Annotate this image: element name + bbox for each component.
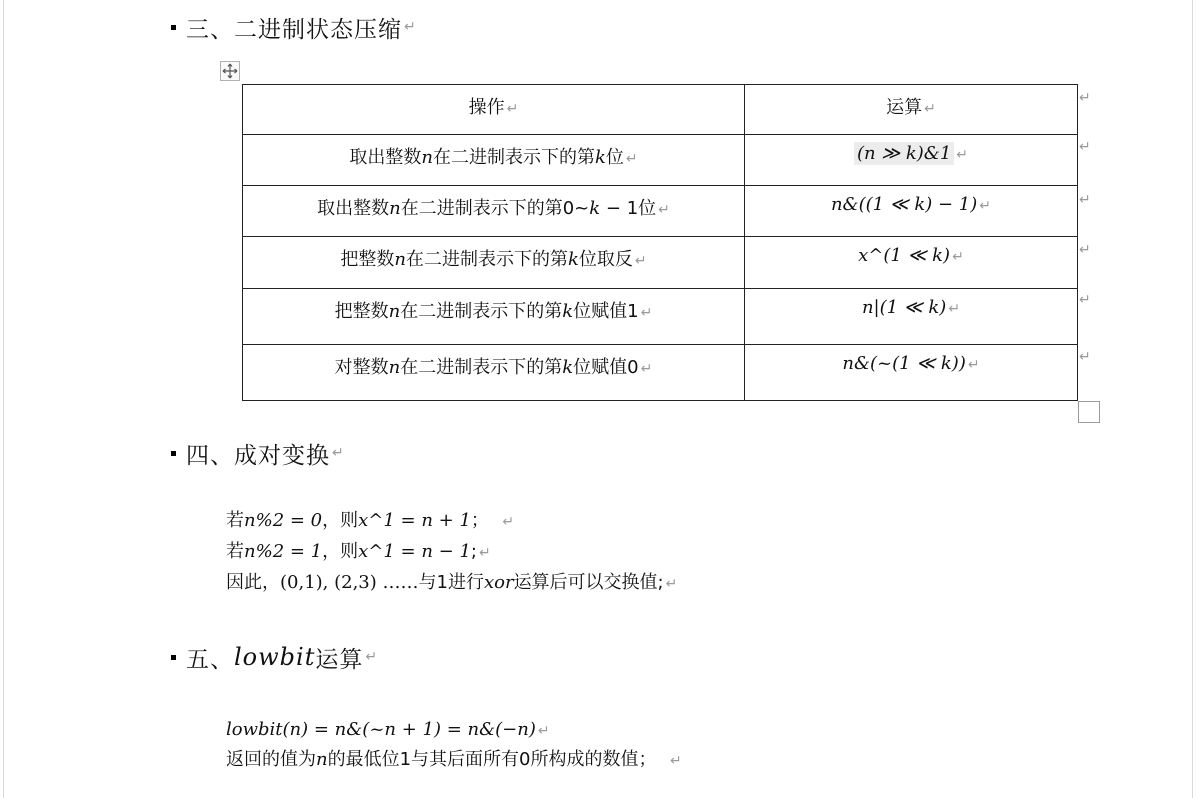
page-margin-left: [3, 0, 4, 798]
formula-selected: (n ≫ k)&1: [854, 142, 954, 165]
calculation-cell[interactable]: n&(~(1 ≪ k)) ↵: [745, 345, 1078, 401]
row-end-mark: ↵: [1079, 292, 1091, 308]
row-end-mark: ↵: [1079, 242, 1091, 258]
paragraph-mark: ↵: [404, 19, 417, 35]
table-row: [243, 289, 1078, 345]
heading-bullet: [171, 25, 176, 30]
row-end-mark: ↵: [1079, 192, 1091, 208]
paragraph-mark: ↵: [365, 649, 379, 665]
table-move-handle-icon[interactable]: [220, 61, 240, 81]
operation-cell[interactable]: 对整数n在二进制表示下的第k位赋值0 ↵: [243, 345, 745, 401]
row-end-mark: ↵: [1079, 349, 1091, 365]
operation-cell[interactable]: 取出整数n在二进制表示下的第k位 ↵: [243, 135, 745, 186]
calculation-cell[interactable]: x^(1 ≪ k) ↵: [745, 237, 1078, 289]
lowbit-formula: lowbit(n) = n&(~n + 1) = n&(−n) ↵: [226, 719, 550, 740]
table-resize-handle[interactable]: [1078, 401, 1100, 423]
table-row: [243, 237, 1078, 289]
row-end-mark: ↵: [1079, 139, 1091, 155]
operation-cell[interactable]: 取出整数n在二进制表示下的第0~k − 1位 ↵: [243, 186, 745, 237]
header-cell-operation[interactable]: 操作 ↵: [243, 85, 745, 135]
heading-bullet: [171, 451, 176, 456]
lowbit-description: 返回的值为n的最低位1与其后面所有0所构成的数值； ↵: [226, 749, 682, 770]
bit-operations-table: [242, 84, 1078, 401]
section-heading-5: 五、 lowbit 运算 ↵: [171, 640, 378, 674]
page-margin-right: [1192, 0, 1193, 798]
section-title-3: 三、二进制状态压缩: [186, 16, 402, 43]
header-cell-calculation[interactable]: 运算 ↵: [745, 85, 1078, 135]
row-end-mark: ↵: [1079, 90, 1091, 106]
heading-bullet: [171, 655, 176, 660]
table-header-row: [243, 85, 1078, 135]
section-heading-3: [171, 10, 417, 44]
operation-cell[interactable]: 把整数n在二进制表示下的第k位取反 ↵: [243, 237, 745, 289]
pair-line-1: 若n%2 = 0，则x^1 = n + 1； ↵: [226, 510, 515, 531]
calculation-cell[interactable]: n|(1 ≪ k) ↵: [745, 289, 1078, 345]
operation-cell[interactable]: 把整数n在二进制表示下的第k位赋值1 ↵: [243, 289, 745, 345]
table-row: [243, 345, 1078, 401]
section-title-4: 四、成对变换: [186, 442, 330, 469]
table-row: [243, 135, 1078, 186]
calculation-cell[interactable]: n&((1 ≪ k) − 1) ↵: [745, 186, 1078, 237]
table-row: [243, 186, 1078, 237]
paragraph-mark: ↵: [332, 445, 345, 461]
pair-line-2: 若n%2 = 1，则x^1 = n − 1; ↵: [226, 541, 491, 562]
section-heading-4: [171, 436, 345, 470]
pair-line-3: 因此，(0,1), (2,3) ……与1进行xor运算后可以交换值; ↵: [226, 572, 678, 593]
calculation-cell[interactable]: (n ≫ k)&1 ↵: [745, 135, 1078, 186]
